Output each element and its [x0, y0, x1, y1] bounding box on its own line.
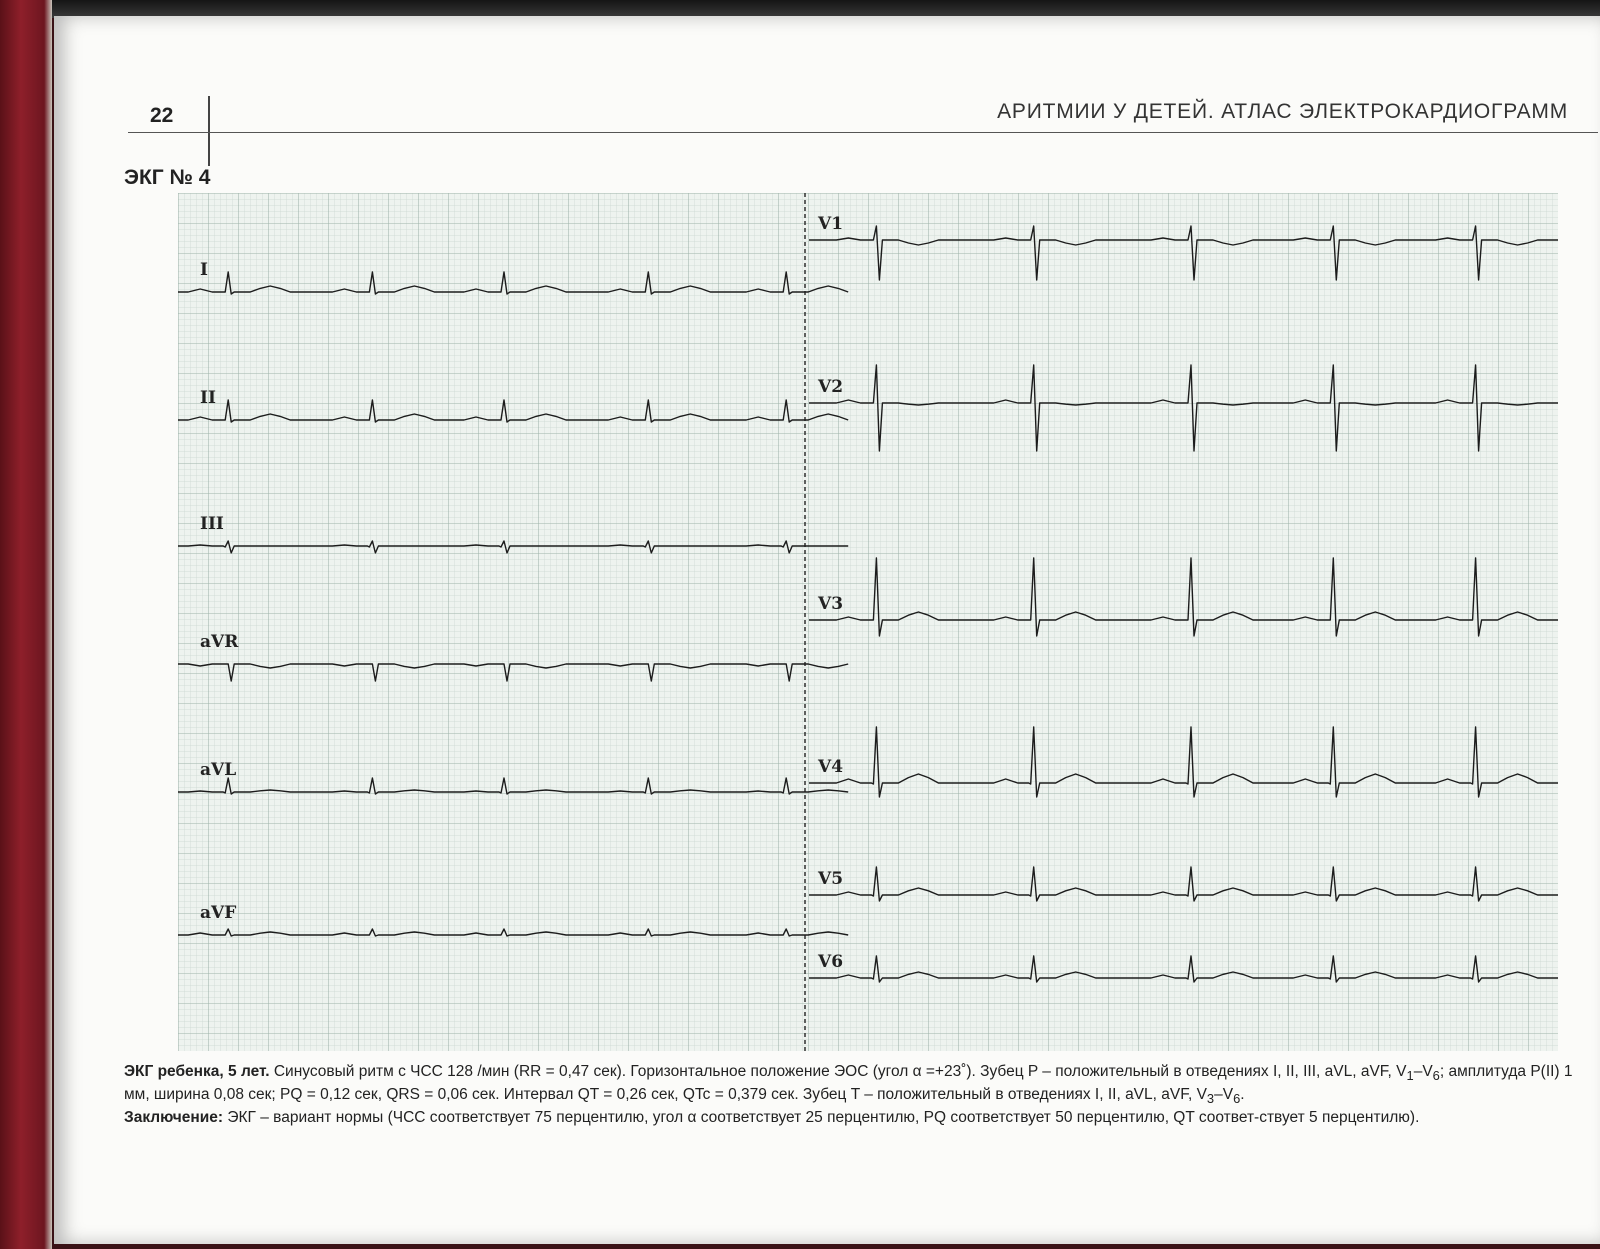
lead-label-avf: aVF	[200, 903, 237, 923]
lead-label-v5: V5	[818, 869, 844, 889]
lead-label-iii: III	[200, 514, 224, 534]
lead-label-v4: V4	[818, 757, 844, 777]
lead-label-avl: aVL	[200, 760, 237, 780]
lead-label-avr: aVR	[200, 632, 239, 652]
ecg-caption	[124, 1062, 1600, 1127]
book-binding-edge	[0, 0, 52, 1249]
ecg-grid	[178, 193, 1558, 1051]
lead-label-v1: V1	[818, 214, 844, 234]
header-rule	[128, 132, 1598, 133]
ecg-number-label: ЭКГ № 4	[124, 166, 211, 189]
book-page	[54, 16, 1600, 1244]
running-title: АРИТМИИ У ДЕТЕЙ. АТЛАС ЭЛЕКТРОКАРДИОГРАММ	[997, 100, 1568, 123]
caption-conclusion: Заключение: ЭКГ – вариант нормы (ЧСС соответствует 75 перцентилю, угол α соответствует 25 перцентилю, PQ соответствует 50 перцентилю, QT соответ-ствует 5 перцентилю).	[124, 1109, 1420, 1127]
caption-description: ЭКГ ребенка, 5 лет. Синусовый ритм с ЧСС 128 /мин (RR = 0,47 сек). Горизонтальное положение ЭОС (угол α =+23˚). Зубец P – положительный в отведениях I, II, III, aVL, aVF, $V_1-V_6$; амплитуда P(II) 1 мм, ширина 0,08 сек; PQ = 0,12 сек, QRS = 0,06 сек. Интервал QT = 0,26 сек, QTc = 0,379 сек. Зубец T – положительный в отведениях I, II, aVL, aVF, $V_3-V_6$.	[124, 1063, 1573, 1107]
lead-label-v3: V3	[818, 594, 844, 614]
lead-label-i: I	[200, 260, 208, 280]
page-number: 22	[150, 104, 174, 127]
lead-label-ii: II	[200, 388, 216, 408]
header-divider	[208, 96, 210, 166]
lead-label-v6: V6	[818, 952, 844, 972]
caption-title: ЭКГ ребенка, 5 лет.	[124, 1063, 270, 1080]
ecg-tracing-chart	[178, 193, 1558, 1051]
lead-label-v2: V2	[818, 377, 844, 397]
